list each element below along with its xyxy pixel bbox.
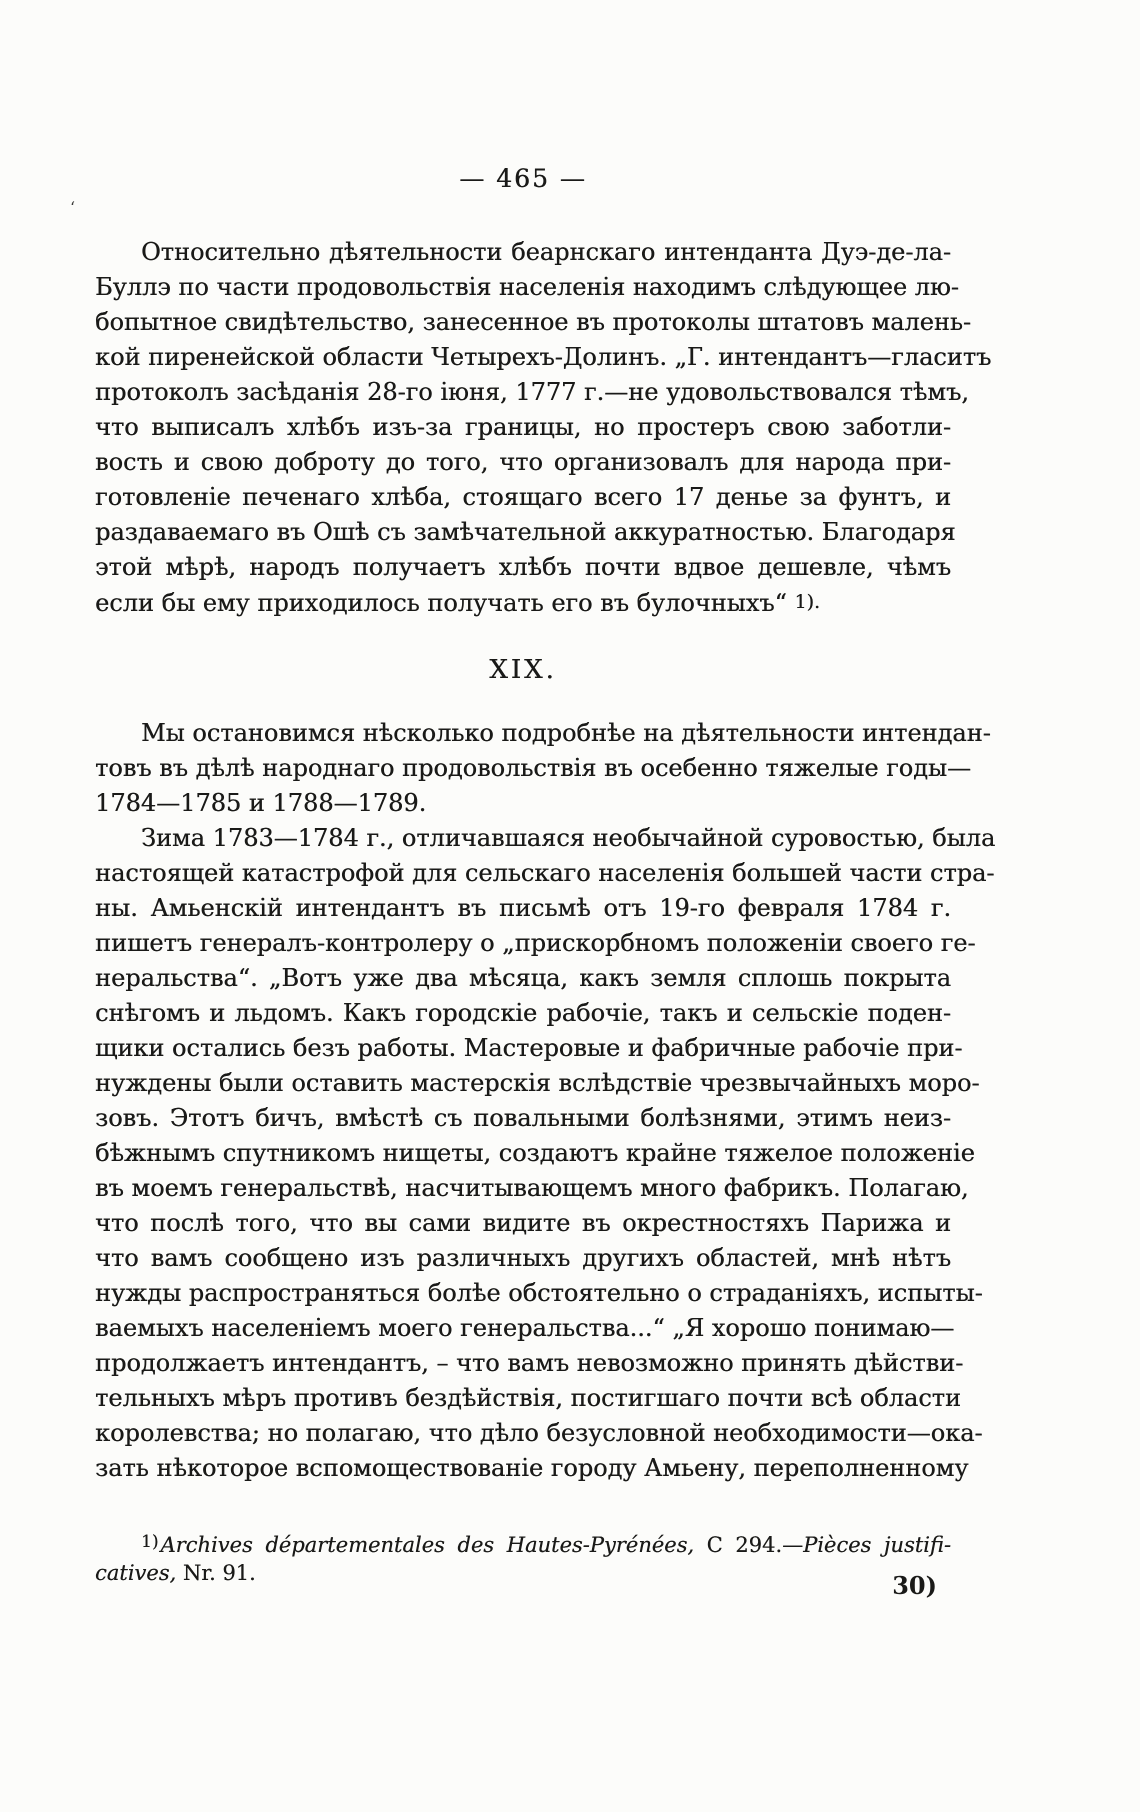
text-line: Буллэ по части продовольствія населенія находимъ слѣдующее лю- — [95, 273, 959, 301]
text-line: пишетъ генералъ-контролеру о „прискорбномъ положеніи своего ге- — [95, 929, 976, 957]
text-line: королевства; но полагаю, что дѣло безусловной необходимости—ока- — [95, 1419, 983, 1447]
text-line: Относительно дѣятельности беарнскаго интенданта Дуэ-де-ла- — [141, 238, 951, 266]
text-line: въ моемъ генеральствѣ, насчитывающемъ много фабрикъ. Полагаю, — [95, 1174, 969, 1202]
text-line: снѣгомъ и льдомъ. Какъ городскіе рабочіе, такъ и сельскіе поден- — [95, 999, 951, 1027]
text-line: тельныхъ мѣръ противъ бездѣйствія, постигшаго почти всѣ области — [95, 1384, 961, 1412]
section-heading: XIX. — [489, 655, 557, 685]
text-line: Зима 1783—1784 г., отличавшаяся необычайной суровостью, была — [141, 824, 996, 852]
text-line: зовъ. Этотъ бичъ, вмѣстѣ съ повальными болѣзнями, этимъ неиз- — [95, 1104, 951, 1132]
footnote-reference-number: C 294.— — [694, 1533, 804, 1557]
footnote-line — [95, 1527, 951, 1558]
signature-mark: 30) — [892, 1571, 937, 1600]
text-line: товъ въ дѣлѣ народнаго продовольствія въ осебенно тяжелые годы— — [95, 754, 971, 782]
text-line: готовленіе печенаго хлѣба, стоящаго всего 17 денье за фунтъ, и — [95, 483, 951, 511]
text-line: щики остались безъ работы. Мастеровые и фабричные рабочіе при- — [95, 1034, 963, 1062]
text-line: бѣжнымъ спутникомъ нищеты, создаютъ крайне тяжелое положеніе — [95, 1139, 975, 1167]
footnote-marker: 1) — [141, 1532, 159, 1552]
footnote-source-italic: Pièces justifi- — [803, 1533, 951, 1557]
text-line: кой пиренейской области Четырехъ-Долинъ. „Г. интендантъ—гласитъ — [95, 343, 992, 371]
text-line: что послѣ того, что вы сами видите въ окрестностяхъ Парижа и — [95, 1209, 951, 1237]
text-line: продолжаетъ интендантъ, – что вамъ невозможно принять дѣйстви- — [95, 1349, 964, 1377]
text-line: бопытное свидѣтельство, занесенное въ протоколы штатовъ малень- — [95, 308, 971, 336]
text-line: нуждены были оставить мастерскія вслѣдствіе чрезвычайныхъ моро- — [95, 1069, 980, 1097]
text-line: вость и свою доброту до того, что организовалъ для народа при- — [95, 448, 951, 476]
page-number: — 465 — — [459, 164, 587, 193]
text-line-body: если бы ему приходилось получать его въ булочныхъ“ — [95, 589, 787, 617]
text-column — [95, 0, 996, 1600]
text-line: раздаваемаго въ Ошѣ съ замѣчательной аккуратностью. Благодаря — [95, 518, 956, 546]
footnote-reference: 1). — [794, 591, 820, 613]
paragraph-1 — [95, 235, 992, 620]
text-line: ваемыхъ населеніемъ моего генеральства...“ „Я хорошо понимаю— — [95, 1314, 955, 1342]
footnote-number: Nr. 91. — [176, 1561, 256, 1585]
text-line: зать нѣкоторое вспомоществованіе городу Амьену, переполненному — [95, 1454, 969, 1482]
footnote-source-italic: catives, — [95, 1561, 177, 1585]
text-line: протоколъ засѣданія 28-го іюня, 1777 г.—не удовольствовался тѣмъ, — [95, 378, 969, 406]
text-line: неральства“. „Вотъ уже два мѣсяца, какъ земля сплошь покрыта — [95, 964, 951, 992]
text-line: что вамъ сообщено изъ различныхъ другихъ областей, мнѣ нѣтъ — [95, 1244, 951, 1272]
text-line: этой мѣрѣ, народъ получаетъ хлѣбъ почти вдвое дешевле, чѣмъ — [95, 553, 951, 581]
paragraph-3 — [95, 821, 996, 1486]
text-line — [95, 585, 951, 620]
text-line: ны. Амьенскій интендантъ въ письмѣ отъ 19-го февраля 1784 г. — [95, 894, 951, 922]
text-line: 1784—1785 и 1788—1789. — [95, 789, 427, 817]
footnote-source-italic: Archives départementales des Hautes-Pyrénées, — [160, 1533, 695, 1557]
text-line: настоящей катастрофой для сельскаго населенія большей части стра- — [95, 859, 995, 887]
text-line: Мы остановимся нѣсколько подробнѣе на дѣятельности интендан- — [141, 719, 991, 747]
text-line: нужды распространяться болѣе обстоятельно о страданіяхъ, испыты- — [95, 1279, 983, 1307]
paragraph-2 — [95, 716, 991, 821]
text-line: что выписалъ хлѣбъ изъ-за границы, но простеръ свою заботли- — [95, 413, 951, 441]
scan-artifact-tick: ʻ — [70, 198, 76, 217]
